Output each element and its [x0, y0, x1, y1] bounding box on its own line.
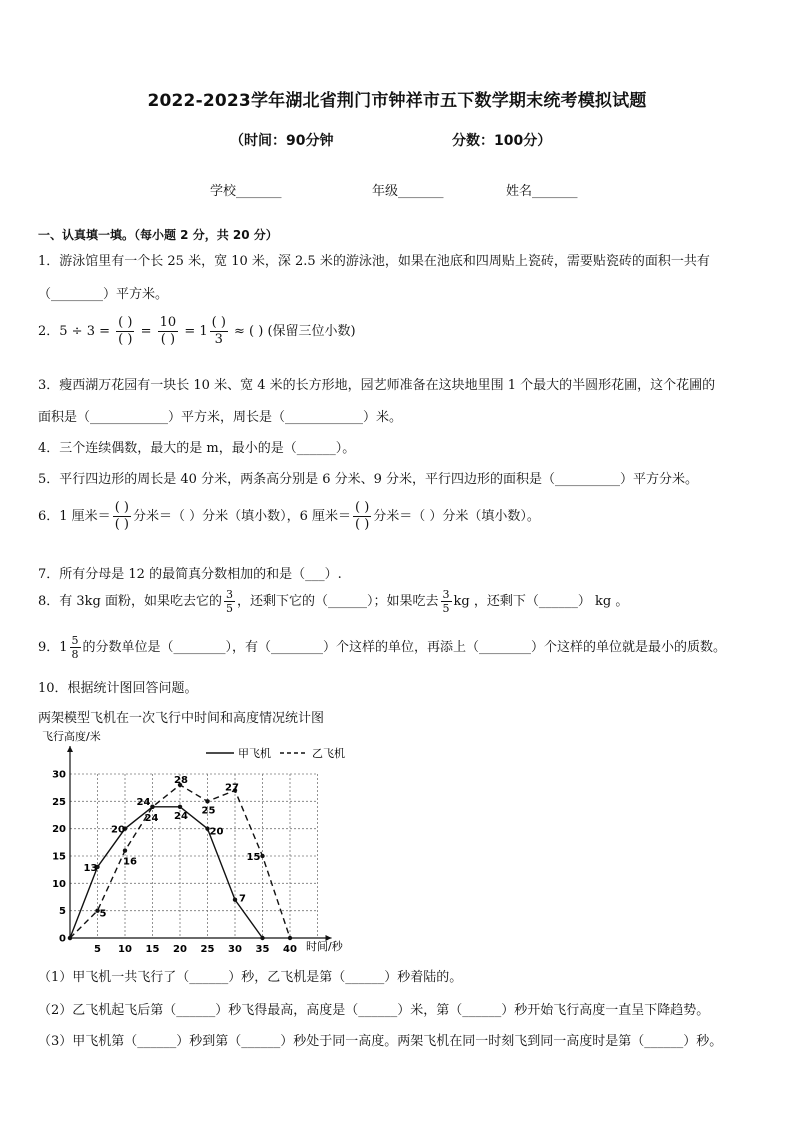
- data-label: 13: [83, 862, 98, 874]
- sub-question-3: （3）甲飞机第（______）秒到第（______）秒处于同一高度。两架飞机在同一时刻飞到同一高度时是第（______）秒。: [38, 1034, 723, 1049]
- data-label: 24: [136, 796, 151, 808]
- y-tick-label: 0: [59, 933, 66, 945]
- q8-a: 8．有 3kg 面粉，如果吃去它的: [38, 594, 223, 609]
- data-point: [260, 854, 264, 858]
- legend-jia: 甲飞机: [238, 747, 271, 760]
- question-6: [38, 500, 540, 533]
- data-label: 5: [99, 908, 107, 920]
- data-label: 28: [174, 774, 188, 786]
- x-tick-label: 30: [228, 944, 242, 955]
- data-point: [68, 936, 72, 940]
- data-label: 15: [246, 852, 261, 863]
- x-tick-label: 20: [173, 944, 187, 955]
- y-tick-label: 10: [52, 878, 66, 890]
- data-label: 20: [111, 824, 125, 836]
- question-5: 5．平行四边形的周长是 40 分米，两条高分别是 6 分米、9 分米，平行四边形的面积是（__________）平方分米。: [38, 472, 699, 487]
- q2-three: 3: [214, 332, 223, 347]
- q9-den: 8: [71, 648, 79, 661]
- q2-prefix: 2．: [38, 324, 60, 339]
- data-point: [233, 898, 237, 902]
- q1-line1: 1．游泳馆里有一个长 25 米，宽 10 米，深 2.5 米的游泳池，如果在池底和四周贴上瓷砖，需要贴瓷砖的面积一共有: [38, 254, 710, 269]
- q1-line2: （________）平方米。: [38, 287, 169, 302]
- data-point: [123, 848, 127, 852]
- data-label: 24: [144, 812, 159, 824]
- school-field[interactable]: 学校_______: [210, 184, 282, 199]
- q6-blank2d[interactable]: ( ): [355, 517, 370, 532]
- y-tick-label: 20: [52, 824, 66, 836]
- sub-question-1: （1）甲飞机一共飞行了（______）秒，乙飞机是第（______）秒着陆的。: [38, 970, 463, 985]
- data-point: [178, 805, 182, 809]
- data-point: [260, 936, 264, 940]
- x-tick-label: 40: [283, 944, 297, 955]
- chart-grid: [70, 774, 318, 938]
- section-heading: 一、认真填一填。（每小题 2 分，共 20 分）: [38, 228, 278, 242]
- question-9: [38, 634, 726, 661]
- q2-ten: 10: [159, 315, 177, 330]
- data-label: 27: [225, 782, 239, 794]
- data-label: 7: [239, 893, 246, 905]
- data-point: [288, 936, 292, 940]
- chart-axes: [67, 746, 332, 941]
- name-field[interactable]: 姓名_______: [506, 184, 578, 199]
- x-tick-label: 25: [200, 944, 215, 955]
- q2-blank-num3[interactable]: ( ): [211, 315, 226, 330]
- q2-expr: 5 ÷ 3 =: [59, 324, 111, 339]
- q6-a: 6．1 厘米＝: [38, 509, 111, 524]
- q3-line1: 3．瘦西湖万花园有一块长 10 米、宽 4 米的长方形地，园艺师准备在这块地里围 1 个最大的半圆形花圃，这个花圃的: [38, 378, 716, 393]
- y-axis-label: 飞行高度/米: [42, 730, 101, 743]
- question-10: 10．根据统计图回答问题。: [38, 681, 198, 696]
- q8-num: 3: [226, 588, 234, 601]
- q6-blank1d[interactable]: ( ): [114, 517, 129, 532]
- question-4: 4．三个连续偶数，最大的是 m，最小的是（______）。: [38, 441, 356, 456]
- q6-c: 分米＝（ ）分米（填小数）。: [373, 509, 540, 524]
- question-2: [38, 315, 356, 348]
- x-tick-label: 5: [94, 944, 101, 955]
- q6-blank2n[interactable]: ( ): [355, 500, 370, 515]
- q2-blank-den2[interactable]: ( ): [160, 332, 176, 347]
- x-tick-label: 35: [255, 944, 270, 955]
- q2-blank-den[interactable]: ( ): [118, 332, 133, 347]
- x-tick-label: 15: [145, 944, 160, 955]
- q6-blank1n[interactable]: ( ): [114, 500, 129, 515]
- page-title: 2022-2023学年湖北省荆门市钟祥市五下数学期末统考模拟试题: [147, 91, 647, 111]
- q2-note: (保留三位小数): [267, 324, 356, 339]
- y-tick-label: 15: [52, 851, 66, 863]
- q2-blank-num[interactable]: ( ): [118, 315, 133, 330]
- exam-time: （时间：90分钟: [230, 133, 334, 149]
- data-label: 20: [209, 826, 224, 838]
- x-axis-label: 时间/秒: [306, 940, 343, 953]
- q2-eq1: = 1: [184, 324, 208, 339]
- q9-text: 的分数单位是（________），有（________）个这样的单位，再添上（________）个这样的单位就是最小的质数。: [82, 640, 727, 655]
- legend-yi: 乙飞机: [312, 747, 345, 760]
- data-label: 25: [201, 805, 216, 817]
- flight-height-chart: [30, 728, 370, 958]
- question-7: 7．所有分母是 12 的最简真分数相加的和是（___）.: [38, 567, 342, 582]
- q8-den: 5: [226, 602, 234, 615]
- exam-score: 分数：100分）: [452, 133, 552, 149]
- y-axis-arrow: [67, 746, 73, 752]
- data-label: 24: [174, 810, 188, 822]
- grade-field[interactable]: 年级_______: [372, 184, 444, 199]
- chart-legend: [206, 746, 345, 760]
- x-tick-label: 10: [118, 944, 132, 955]
- y-tick-label: 30: [52, 769, 66, 781]
- q9-whole: 9．1: [38, 640, 68, 655]
- q8-c: kg ，还剩下（______） kg 。: [453, 594, 629, 609]
- question-8: [38, 588, 628, 615]
- q9-num: 5: [71, 634, 79, 647]
- q8-num2: 3: [442, 588, 450, 601]
- q3-line2: 面积是（____________）平方米，周长是（____________）米。: [38, 410, 403, 425]
- data-label: 16: [123, 856, 137, 868]
- sub-question-2: （2）乙飞机起飞后第（______）秒飞得最高，高度是（______）米，第（______）秒开始飞行高度一直呈下降趋势。: [38, 1003, 710, 1018]
- q2-approx[interactable]: ≈ ( ): [234, 324, 264, 339]
- chart-caption: 两架模型飞机在一次飞行中时间和高度情况统计图: [38, 711, 325, 726]
- q6-b: 分米＝（ ）分米（填小数），6 厘米＝: [132, 509, 352, 524]
- y-tick-label: 5: [59, 906, 66, 918]
- y-tick-label: 25: [52, 796, 66, 808]
- q8-b: ，还剩下它的（______）；如果吃去: [237, 594, 439, 609]
- data-point: [205, 799, 209, 803]
- q2-eq: =: [140, 324, 152, 339]
- q8-den2: 5: [442, 602, 450, 615]
- data-point: [150, 805, 154, 809]
